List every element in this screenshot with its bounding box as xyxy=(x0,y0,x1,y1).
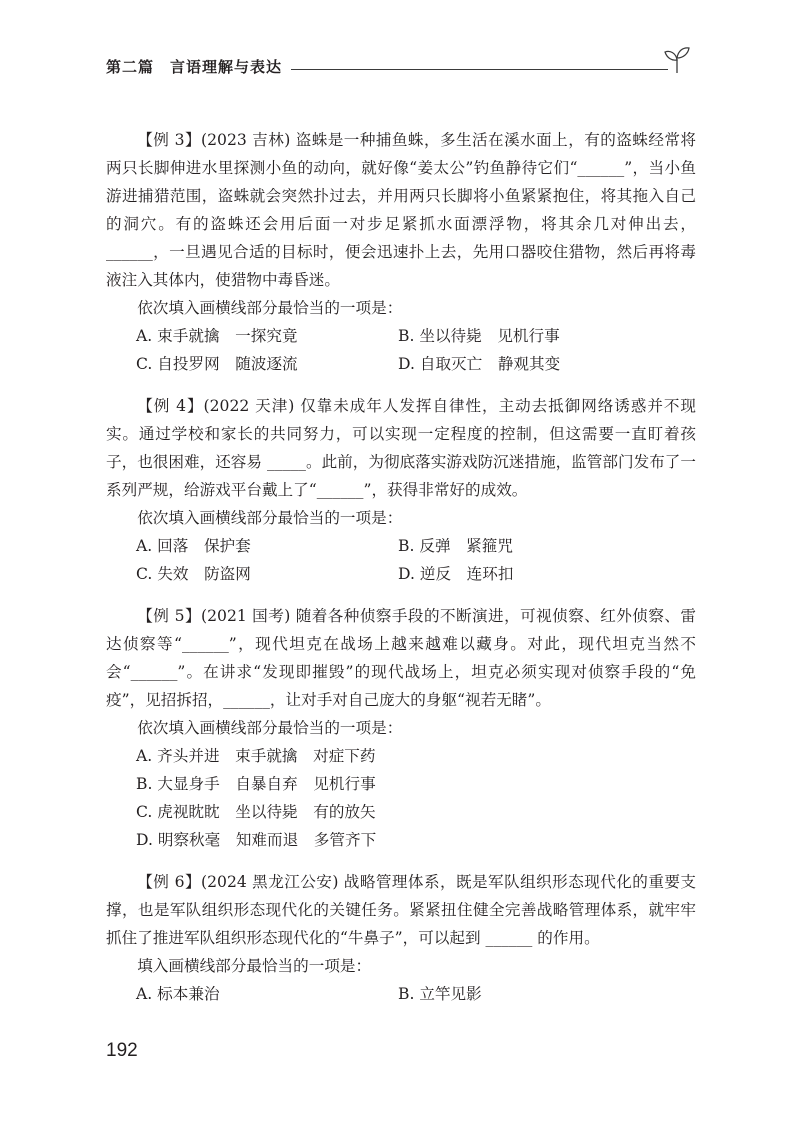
option-list xyxy=(106,532,696,588)
option-b: B. 反弹 紧箍咒 xyxy=(398,537,513,555)
option-a: A. 标本兼治 xyxy=(136,985,220,1003)
question-stem: 【例 6】(2024 黑龙江公安) 战略管理体系，既是军队组织形态现代化的重要支撑，也是军队组织形态现代化的关键任务。紧紧扭住健全完善战略管理体系，就牢牢抓住了推进军队组织形态现代化的“牛鼻子”，可以起到 ______ 的作用。 xyxy=(106,873,696,947)
page-number: 192 xyxy=(106,1040,138,1061)
option-list xyxy=(106,980,696,1008)
question-example-3 xyxy=(106,126,696,378)
question-instruction: 填入画横线部分最恰当的一项是： xyxy=(137,957,372,975)
option-c: C. 虎视眈眈 坐以待毙 有的放矢 xyxy=(136,803,376,821)
header-title: 第二篇 言语理解与表达 xyxy=(106,58,283,76)
question-stem: 【例 5】(2021 国考) 随着各种侦察手段的不断演进，可视侦察、红外侦察、雷达侦察等“______”，现代坦克在战场上越来越难以藏身。对此，现代坦克当然不会“______”。在讲求“发现即摧毁”的现代战场上，坦克必须实现对侦察手段的“免疫”，见招拆招，______，让对手对自己庞大的身躯“视若无睹”。 xyxy=(106,607,696,709)
option-list xyxy=(106,742,696,854)
option-b: B. 坐以待毙 见机行事 xyxy=(398,327,560,345)
sprout-icon xyxy=(664,46,690,74)
page-content xyxy=(106,126,696,1022)
question-instruction: 依次填入画横线部分最恰当的一项是： xyxy=(137,509,403,527)
option-d: D. 逆反 连环扣 xyxy=(398,565,514,583)
question-example-5 xyxy=(106,602,696,854)
option-b: B. 大显身手 自暴自弃 见机行事 xyxy=(136,775,376,793)
option-d: D. 自取灭亡 静观其变 xyxy=(398,355,561,373)
option-b: B. 立竿见影 xyxy=(398,985,482,1003)
question-instruction: 依次填入画横线部分最恰当的一项是： xyxy=(137,719,403,737)
option-d: D. 明察秋毫 知难而退 多管齐下 xyxy=(136,831,377,849)
option-a: A. 齐头并进 束手就擒 对症下药 xyxy=(136,747,376,765)
running-header xyxy=(106,56,690,86)
question-example-4 xyxy=(106,392,696,588)
header-rule xyxy=(291,69,668,70)
option-c: C. 自投罗网 随波逐流 xyxy=(136,355,298,373)
option-c: C. 失效 防盗网 xyxy=(136,565,251,583)
option-a: A. 回落 保护套 xyxy=(136,537,251,555)
option-a: A. 束手就擒 一探究竟 xyxy=(136,327,298,345)
question-example-6 xyxy=(106,868,696,1008)
question-stem: 【例 3】(2023 吉林) 盗蛛是一种捕鱼蛛，多生活在溪水面上，有的盗蛛经常将两只长脚伸进水里探测小鱼的动向，就好像“姜太公”钓鱼静待它们“______”，当小鱼游进捕猎范围，盗蛛就会突然扑过去，并用两只长脚将小鱼紧紧抱住，将其拖入自己的洞穴。有的盗蛛还会用后面一对步足紧抓水面漂浮物，将其余几对伸出去，______，一旦遇见合适的目标时，便会迅速扑上去，先用口器咬住猎物，然后再将毒液注入其体内，使猎物中毒昏迷。 xyxy=(106,131,696,289)
question-instruction: 依次填入画横线部分最恰当的一项是： xyxy=(137,299,403,317)
question-stem: 【例 4】(2022 天津) 仅靠未成年人发挥自律性，主动去抵御网络诱惑并不现实。通过学校和家长的共同努力，可以实现一定程度的控制，但这需要一直盯着孩子，也很困难，还容易 _____。此前，为彻底落实游戏防沉迷措施，监管部门发布了一系列严规，给游戏平台戴上了“______”，获得非常好的成效。 xyxy=(106,397,696,499)
option-list xyxy=(106,322,696,378)
